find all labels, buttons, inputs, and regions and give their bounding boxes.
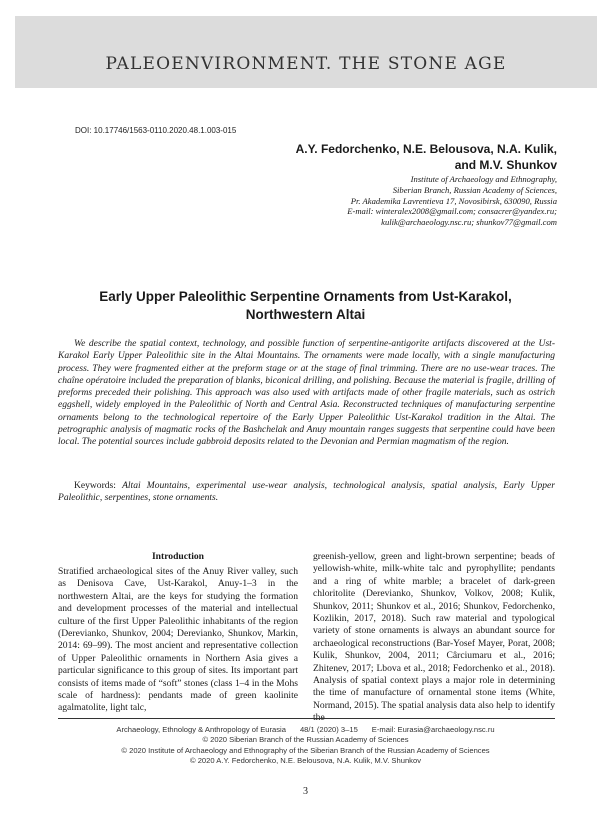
keywords	[58, 480, 555, 505]
title-line: Early Upper Paleolithic Serpentine Ornaments from Ust-Karakol,	[99, 289, 512, 304]
keywords-label: Keywords:	[74, 480, 123, 491]
article-title	[80, 288, 531, 324]
introduction-heading: Introduction	[151, 551, 205, 562]
affiliation-line: Institute of Archaeology and Ethnography,	[410, 174, 557, 184]
abstract: We describe the spatial context, technology, and possible function of serpentine-antigorite artifacts discovered at the Ust-Karakol Early Upper Paleolithic site in the Altai Mountains. The ornaments were made locally, with a single manufacturing process. They were fragmented either at the preform stage or at the stage of final trimming. There are no use-wear traces. The chaîne opératoire included the preparation of blanks, biconical drilling, and polishing. Because the material is fragile, drilling of preforms preceded their polishing. This approach was also used with artifacts made of other fragile materials, such as ostrich eggshell, widely employed in the Paleolithic of North and Central Asia. Reconstructed techniques of manufacturing serpentine ornaments belong to the technological repertoire of the Early Upper Paleolithic Ust-Karakol tradition in the Altai. The petrographic analysis of magmatic rocks of the Bashchelak and Anuy mountain ranges suggests that serpentine could have been local. The potential sources include gabbroid deposits related to the Devonian and Permian magmatism of the region.	[58, 338, 555, 448]
journal-name: Archaeology, Ethnology & Anthropology of Eurasia	[116, 725, 286, 734]
body-right-column: greenish-yellow, green and light-brown serpentine; beads of yellowish-white, milk-white talc and pyrophyllite; pendants and a ring of white marble; a bracelet of dark-green chloritolite (Derevianko, Shunkov, Volkov, 2008; Kulik, Shunkov, 2011; Shunkov et al., 2016; Shunkov, Fedorchenko, Kozlikin, 2017, 2018). Such raw material and typological variety of stone ornaments is always an abundant source for archaeological reconstructions (Bar-Yosef Mayer, Porat, 2008; Kulik, Shunkov, 2004, 2011; Cârciumaru et al., 2016; Zhitenev, 2017; Lbova et al., 2018; Fedorchenko et al., 2018). Analysis of spatial context plays a major role in determining the time of manufacture of ornamental stone items (White, Normand, 2015). The spatial analysis data also help to identify the	[313, 551, 555, 724]
doi: DOI: 10.17746/1563-0110.2020.48.1.003-015	[75, 126, 237, 135]
journal-issue: 48/1 (2020) 3–15	[299, 725, 358, 734]
copyright-line: © 2020 Institute of Archaeology and Ethnography of the Siberian Branch of the Russian Academy of Sciences	[121, 745, 490, 755]
copyright-line: © 2020 A.Y. Fedorchenko, N.E. Belousova, N.A. Kulik, M.V. Shunkov	[189, 756, 421, 766]
affiliation-email: E-mail: winteralex2008@gmail.com; consacrer@yandex.ru;	[347, 206, 557, 217]
affiliation	[227, 174, 557, 228]
page-number: 3	[303, 786, 308, 797]
title-line: Northwestern Altai	[245, 307, 366, 322]
footer	[40, 725, 571, 767]
copyright-line: © 2020 Siberian Branch of the Russian Academy of Sciences	[202, 735, 409, 745]
footer-divider	[58, 718, 555, 719]
affiliation-email: kulik@archaeology.nsc.ru; shunkov77@gmail.com	[381, 217, 557, 228]
authors-line: A.Y. Fedorchenko, N.E. Belousova, N.A. Kulik,	[295, 142, 557, 156]
affiliation-line: Pr. Akademika Lavrentieva 17, Novosibirsk, 630090, Russia	[350, 195, 557, 206]
section-header-band	[15, 16, 597, 88]
keywords-text: Altai Mountains, experimental use-wear analysis, technological analysis, spatial analysis, Early Upper Paleolithic, serpentines, stone ornaments.	[58, 480, 556, 504]
journal-email: E-mail: Eurasia@archaeology.nsc.ru	[371, 725, 495, 734]
authors	[257, 141, 557, 173]
body-left-column: Stratified archaeological sites of the Anuy River valley, such as Denisova Cave, Ust-Karakol, Anuy-1–3 in the northwestern Altai, are the keys for studying the formation and development processes of the material and intellectual culture of the first Upper Paleolithic inhabitants of the region (Derevianko, Shunkov, 2004; Derevianko, Shunkov, Markin, 2014: 69–99). The most ancient and representative collection of Upper Paleolithic ornaments in Northern Asia gives a particular significance to this group of sites. Its important part consists of items made of “soft” stones (class 1–4 in the Mohs scale of hardness): pendants made of green kaolinite agalmatolite, light talc,	[58, 566, 298, 714]
section-title: PALEOENVIRONMENT. THE STONE AGE	[105, 54, 507, 74]
authors-line: and M.V. Shunkov	[454, 158, 557, 172]
affiliation-line: Siberian Branch, Russian Academy of Sciences,	[392, 184, 557, 195]
